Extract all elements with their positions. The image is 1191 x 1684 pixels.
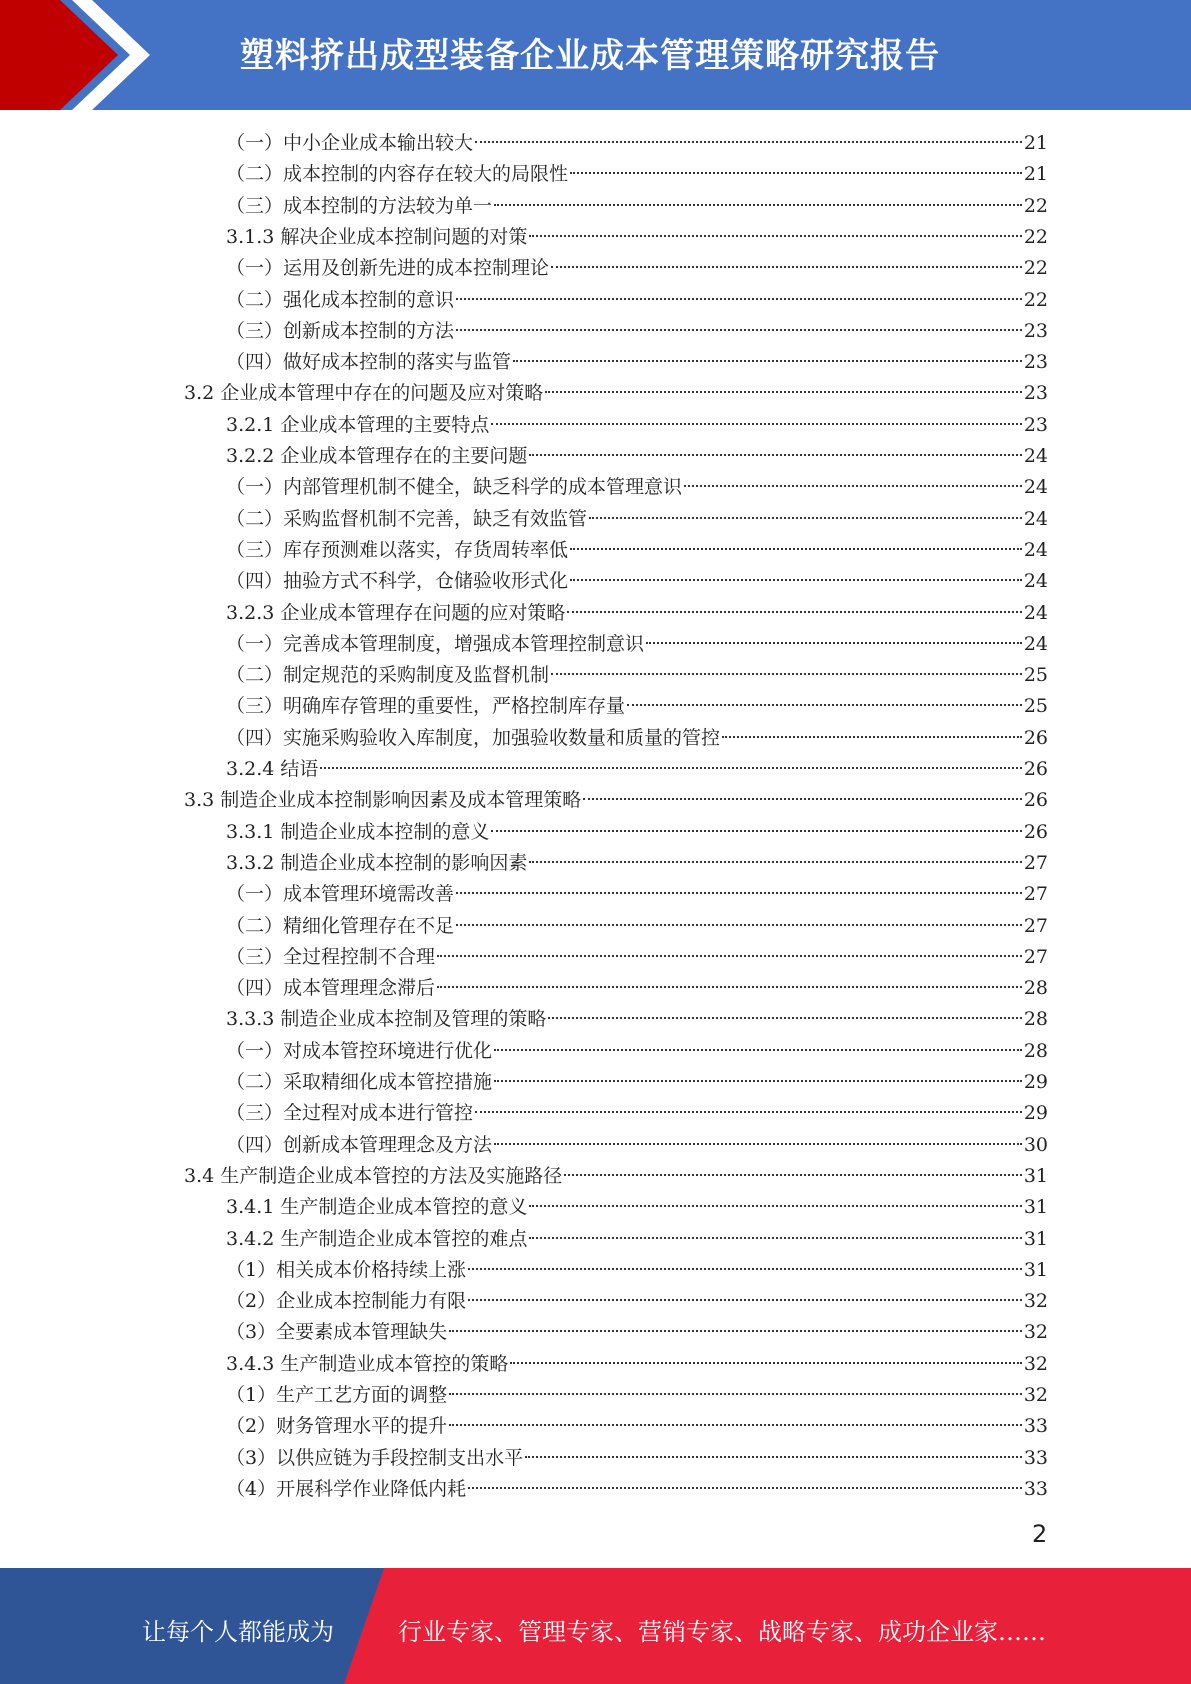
toc-entry[interactable] xyxy=(184,378,1048,409)
toc-entry-page: 21 xyxy=(1023,163,1048,186)
toc-leader-dots xyxy=(570,172,1022,174)
toc-entry-label: （一）完善成本管理制度，增强成本管理控制意识 xyxy=(226,632,645,655)
toc-leader-dots xyxy=(456,924,1022,926)
toc-entry-page: 23 xyxy=(1023,319,1048,342)
toc-leader-dots xyxy=(513,360,1022,362)
toc-leader-dots xyxy=(494,1143,1022,1145)
footer-banner xyxy=(0,1568,1191,1684)
footer-slogan: 让每个人都能成为 xyxy=(142,1618,334,1646)
toc-entry[interactable] xyxy=(226,535,1048,566)
toc-entry[interactable] xyxy=(226,723,1048,754)
toc-entry-label: 3.4.3 生产制造业成本管控的策略 xyxy=(226,1352,509,1375)
toc-entry[interactable] xyxy=(226,222,1048,253)
toc-entry-label: （1）相关成本价格持续上涨 xyxy=(226,1258,467,1281)
toc-entry[interactable] xyxy=(226,1286,1048,1317)
toc-entry-label: （一）内部管理机制不健全，缺乏科学的成本管理意识 xyxy=(226,476,683,499)
toc-entry-page: 24 xyxy=(1023,538,1048,561)
toc-leader-dots xyxy=(320,767,1021,769)
toc-entry-label: 3.2 企业成本管理中存在的问题及应对策略 xyxy=(184,382,544,405)
toc-entry-page: 24 xyxy=(1023,632,1048,655)
toc-entry-label: （四）成本管理理念滞后 xyxy=(226,977,436,1000)
toc-entry-page: 24 xyxy=(1023,507,1048,530)
toc-entry[interactable] xyxy=(226,566,1048,597)
toc-entry-page: 31 xyxy=(1023,1196,1048,1219)
toc-leader-dots xyxy=(491,830,1021,832)
toc-entry[interactable] xyxy=(184,785,1048,816)
toc-leader-dots xyxy=(468,1299,1022,1301)
toc-entry[interactable] xyxy=(226,253,1048,284)
toc-entry-page: 26 xyxy=(1023,758,1048,780)
toc-entry[interactable] xyxy=(226,1317,1048,1348)
toc-leader-dots xyxy=(437,955,1022,957)
toc-entry[interactable] xyxy=(226,754,1048,785)
toc-entry-page: 27 xyxy=(1023,851,1048,874)
toc-entry-label: （三）成本控制的方法较为单一 xyxy=(226,194,493,217)
toc-entry-page: 32 xyxy=(1023,1290,1048,1313)
toc-entry-page: 26 xyxy=(1023,820,1048,843)
toc-entry[interactable] xyxy=(226,1192,1048,1223)
toc-entry[interactable] xyxy=(226,817,1048,848)
toc-entry-label: （3）全要素成本管理缺失 xyxy=(226,1321,448,1344)
toc-entry-page: 31 xyxy=(1023,1164,1048,1187)
toc-entry-label: 3.4 生产制造企业成本管控的方法及实施路径 xyxy=(184,1164,563,1187)
toc-entry[interactable] xyxy=(226,1380,1048,1411)
toc-entry-page: 27 xyxy=(1023,883,1048,906)
toc-entry[interactable] xyxy=(226,410,1048,441)
toc-entry-page: 27 xyxy=(1023,945,1048,968)
toc-leader-dots xyxy=(491,423,1021,425)
toc-entry-page: 21 xyxy=(1023,132,1048,154)
toc-entry-label: （二）采取精细化成本管控措施 xyxy=(226,1071,493,1093)
toc-entry-page: 31 xyxy=(1023,1227,1048,1250)
toc-leader-dots xyxy=(570,579,1022,581)
toc-entry-page: 22 xyxy=(1023,288,1048,311)
toc-entry-label: 3.2.1 企业成本管理的主要特点 xyxy=(226,413,490,436)
toc-entry-page: 32 xyxy=(1023,1321,1048,1344)
toc-leader-dots xyxy=(551,266,1022,268)
toc-leader-dots xyxy=(449,1330,1022,1332)
toc-entry[interactable] xyxy=(226,1036,1048,1067)
page-number: 2 xyxy=(1032,1520,1048,1548)
toc-leader-dots xyxy=(529,1205,1021,1207)
toc-entry-label: 3.3.2 制造企业成本控制的影响因素 xyxy=(226,851,528,874)
toc-entry-label: 3.2.4 结语 xyxy=(226,758,319,780)
toc-entry-label: （2）企业成本控制能力有限 xyxy=(226,1290,467,1313)
toc-entry-page: 27 xyxy=(1023,914,1048,937)
toc-leader-dots xyxy=(684,485,1022,487)
toc-entry[interactable] xyxy=(226,1474,1048,1505)
toc-leader-dots xyxy=(449,1393,1022,1395)
toc-entry-page: 32 xyxy=(1023,1352,1048,1375)
toc-leader-dots xyxy=(468,1268,1022,1270)
toc-entry-label: （三）库存预测难以落实，存货周转率低 xyxy=(226,538,569,561)
toc-entry-page: 22 xyxy=(1023,257,1048,280)
toc-entry[interactable] xyxy=(226,128,1048,159)
toc-leader-dots xyxy=(456,298,1022,300)
toc-entry-page: 33 xyxy=(1023,1477,1048,1500)
toc-entry-page: 23 xyxy=(1023,413,1048,436)
toc-leader-dots xyxy=(567,611,1021,613)
toc-entry-page: 22 xyxy=(1023,194,1048,217)
toc-leader-dots xyxy=(627,704,1022,706)
toc-entry[interactable] xyxy=(226,1349,1048,1380)
toc-entry-label: （一）成本管理环境需改善 xyxy=(226,883,455,906)
toc-leader-dots xyxy=(510,1362,1021,1364)
toc-leader-dots xyxy=(564,1174,1022,1176)
toc-entry[interactable] xyxy=(226,472,1048,503)
toc-leader-dots xyxy=(570,548,1022,550)
toc-leader-dots xyxy=(589,517,1022,519)
toc-entry-label: （1）生产工艺方面的调整 xyxy=(226,1384,448,1406)
toc-entry-label: （三）全过程控制不合理 xyxy=(226,945,436,968)
toc-entry-label: （四）实施采购验收入库制度，加强验收数量和质量的管控 xyxy=(226,726,721,749)
toc-entry-page: 28 xyxy=(1023,977,1048,1000)
toc-entry-page: 25 xyxy=(1023,664,1048,687)
toc-entry[interactable] xyxy=(226,316,1048,347)
toc-entry[interactable] xyxy=(226,942,1048,973)
toc-entry[interactable] xyxy=(226,1443,1048,1474)
toc-entry-label: （3）以供应链为手段控制支出水平 xyxy=(226,1446,524,1469)
toc-entry[interactable] xyxy=(226,1411,1048,1442)
toc-entry[interactable] xyxy=(226,347,1048,378)
toc-entry[interactable] xyxy=(226,159,1048,190)
toc-entry-page: 25 xyxy=(1023,695,1048,718)
toc-entry-page: 30 xyxy=(1023,1133,1048,1156)
toc-entry-label: 3.4.2 生产制造企业成本管控的难点 xyxy=(226,1227,528,1250)
toc-entry-page: 28 xyxy=(1023,1008,1048,1031)
toc-entry-label: （2）财务管理水平的提升 xyxy=(226,1415,448,1438)
toc-entry[interactable] xyxy=(226,1098,1048,1129)
toc-leader-dots xyxy=(475,141,1022,143)
toc-entry-page: 24 xyxy=(1023,570,1048,593)
toc-entry[interactable] xyxy=(226,1004,1048,1035)
toc-entry[interactable] xyxy=(226,285,1048,316)
toc-entry-label: （四）创新成本管理理念及方法 xyxy=(226,1133,493,1156)
toc-entry-page: 28 xyxy=(1023,1039,1048,1062)
toc-entry-label: 3.3.1 制造企业成本控制的意义 xyxy=(226,820,490,843)
toc-entry-label: （四）做好成本控制的落实与监管 xyxy=(226,351,512,374)
toc-entry-label: 3.4.1 生产制造企业成本管控的意义 xyxy=(226,1196,528,1219)
toc-entry-page: 23 xyxy=(1023,382,1048,405)
toc-entry-label: （四）抽验方式不科学，仓储验收形式化 xyxy=(226,570,569,593)
toc-entry[interactable] xyxy=(184,1161,1048,1192)
toc-leader-dots xyxy=(494,1049,1022,1051)
toc-entry-label: 3.3 制造企业成本控制影响因素及成本管理策略 xyxy=(184,789,582,812)
toc-leader-dots xyxy=(456,329,1022,331)
toc-entry[interactable] xyxy=(226,1067,1048,1098)
toc-entry[interactable] xyxy=(226,1130,1048,1161)
toc-leader-dots xyxy=(548,1017,1021,1019)
toc-entry-label: 3.2.2 企业成本管理存在的主要问题 xyxy=(226,445,528,467)
toc-entry[interactable] xyxy=(226,691,1048,722)
toc-entry-label: （一）中小企业成本输出较大 xyxy=(226,132,474,154)
toc-entry-label: （二）强化成本控制的意识 xyxy=(226,288,455,311)
toc-entry-page: 22 xyxy=(1023,225,1048,248)
toc-leader-dots xyxy=(551,673,1022,675)
toc-entry-page: 23 xyxy=(1023,351,1048,374)
toc-entry[interactable] xyxy=(226,504,1048,535)
toc-entry-page: 32 xyxy=(1023,1384,1048,1406)
toc-entry[interactable] xyxy=(226,629,1048,660)
toc-entry-page: 26 xyxy=(1023,726,1048,749)
toc-entry-label: 3.2.3 企业成本管理存在问题的应对策略 xyxy=(226,601,566,624)
toc-leader-dots xyxy=(437,986,1022,988)
toc-entry[interactable] xyxy=(226,660,1048,691)
toc-entry-label: 3.3.3 制造企业成本控制及管理的策略 xyxy=(226,1008,547,1031)
toc-entry-label: （三）明确库存管理的重要性，严格控制库存量 xyxy=(226,695,626,718)
toc-entry-label: （二）采购监督机制不完善，缺乏有效监管 xyxy=(226,507,588,530)
toc-leader-dots xyxy=(494,204,1022,206)
toc-entry-label: （三）创新成本控制的方法 xyxy=(226,319,455,342)
toc-entry[interactable] xyxy=(226,191,1048,222)
toc-leader-dots xyxy=(529,1237,1021,1239)
toc-entry-page: 24 xyxy=(1023,445,1048,467)
footer-roles: 行业专家、管理专家、营销专家、战略专家、成功企业家…… xyxy=(398,1618,1046,1646)
toc-leader-dots xyxy=(456,892,1022,894)
toc-entry-page: 31 xyxy=(1023,1258,1048,1281)
toc-entry[interactable] xyxy=(226,598,1048,629)
toc-entry[interactable] xyxy=(226,973,1048,1004)
document-title: 塑料挤出成型装备企业成本管理策略研究报告 xyxy=(240,36,940,76)
toc-leader-dots xyxy=(545,391,1022,393)
toc-entry-label: （一）对成本管控环境进行优化 xyxy=(226,1039,493,1062)
toc-leader-dots xyxy=(475,1111,1022,1113)
toc-leader-dots xyxy=(494,1080,1022,1082)
toc-entry-label: （二）成本控制的内容存在较大的局限性 xyxy=(226,163,569,186)
toc-entry-page: 26 xyxy=(1023,789,1048,812)
toc-entry-label: （三）全过程对成本进行管控 xyxy=(226,1102,474,1125)
toc-entry-label: 3.1.3 解决企业成本控制问题的对策 xyxy=(226,225,528,248)
toc-entry[interactable] xyxy=(226,441,1048,472)
toc-entry-label: （一）运用及创新先进的成本控制理论 xyxy=(226,257,550,280)
toc-leader-dots xyxy=(529,454,1021,456)
toc-entry-label: （二）精细化管理存在不足 xyxy=(226,914,455,937)
toc-leader-dots xyxy=(525,1456,1022,1458)
toc-entry-page: 33 xyxy=(1023,1415,1048,1438)
toc-entry-page: 29 xyxy=(1023,1071,1048,1093)
toc-entry-page: 29 xyxy=(1023,1102,1048,1125)
toc-entry-label: （4）开展科学作业降低内耗 xyxy=(226,1477,467,1500)
toc-leader-dots xyxy=(583,798,1022,800)
toc-entry[interactable] xyxy=(226,1255,1048,1286)
header-banner xyxy=(0,0,1191,110)
toc-entry[interactable] xyxy=(226,879,1048,910)
toc-leader-dots xyxy=(468,1487,1022,1489)
toc-entry-page: 24 xyxy=(1023,476,1048,499)
toc-entry[interactable] xyxy=(226,911,1048,942)
toc-entry-label: （二）制定规范的采购制度及监督机制 xyxy=(226,664,550,687)
toc-leader-dots xyxy=(529,235,1021,237)
toc-leader-dots xyxy=(449,1424,1022,1426)
toc-leader-dots xyxy=(722,736,1022,738)
toc-leader-dots xyxy=(529,861,1021,863)
toc-entry-page: 24 xyxy=(1023,601,1048,624)
toc-leader-dots xyxy=(646,642,1022,644)
toc-entry-page: 33 xyxy=(1023,1446,1048,1469)
toc-entry[interactable] xyxy=(226,1224,1048,1255)
toc-entry[interactable] xyxy=(226,848,1048,879)
